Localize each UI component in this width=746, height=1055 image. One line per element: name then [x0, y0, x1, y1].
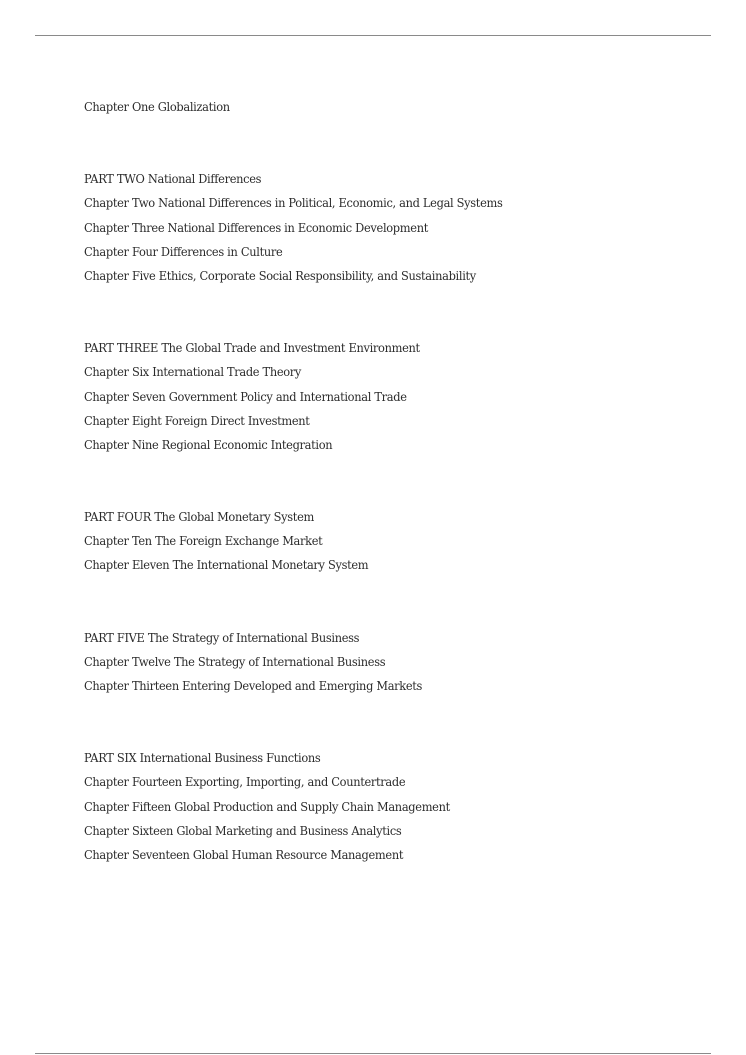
section-part-one	[84, 95, 704, 119]
toc-line: Chapter Ten The Foreign Exchange Market	[84, 533, 323, 549]
section-part-three	[84, 336, 704, 457]
part-heading: PART FOUR The Global Monetary System	[84, 509, 314, 525]
toc-line: Chapter One Globalization	[84, 99, 230, 114]
toc-line: Chapter Twelve The Strategy of International Business	[84, 653, 386, 669]
section-part-four	[84, 505, 704, 578]
toc-line: Chapter Two National Differences in Political, Economic, and Legal Systems	[84, 195, 503, 211]
toc-line: Chapter Five Ethics, Corporate Social Responsibility, and Sustainability	[84, 267, 476, 283]
section-part-six	[84, 746, 704, 867]
toc-line: Chapter Four Differences in Culture	[84, 243, 283, 259]
part-heading: PART SIX International Business Functions	[84, 750, 321, 766]
section-part-five	[84, 626, 704, 699]
toc-line: Chapter Sixteen Global Marketing and Business Analytics	[84, 822, 402, 838]
toc-line: Chapter Six International Trade Theory	[84, 364, 302, 380]
part-heading: PART TWO National Differences	[84, 171, 262, 187]
toc-line: Chapter Seven Government Policy and International Trade	[84, 388, 407, 404]
header-rule	[35, 35, 711, 36]
part-heading: PART FIVE The Strategy of International Business	[84, 629, 360, 645]
part-heading: PART THREE The Global Trade and Investment Environment	[84, 340, 420, 356]
toc-line: Chapter Seventeen Global Human Resource Management	[84, 846, 404, 862]
toc-line: Chapter Fourteen Exporting, Importing, and Countertrade	[84, 774, 406, 790]
toc-line: Chapter Fifteen Global Production and Supply Chain Management	[84, 798, 450, 814]
toc-line: Chapter Nine Regional Economic Integration	[84, 436, 333, 452]
table-of-contents	[84, 95, 704, 915]
toc-line: Chapter Thirteen Entering Developed and Emerging Markets	[84, 678, 423, 693]
toc-line: Chapter Eight Foreign Direct Investment	[84, 412, 310, 428]
footer-rule	[35, 1053, 711, 1054]
toc-line: Chapter Three National Differences in Economic Development	[84, 219, 428, 235]
section-part-two	[84, 167, 704, 288]
toc-line: Chapter Eleven The International Monetary System	[84, 557, 369, 573]
